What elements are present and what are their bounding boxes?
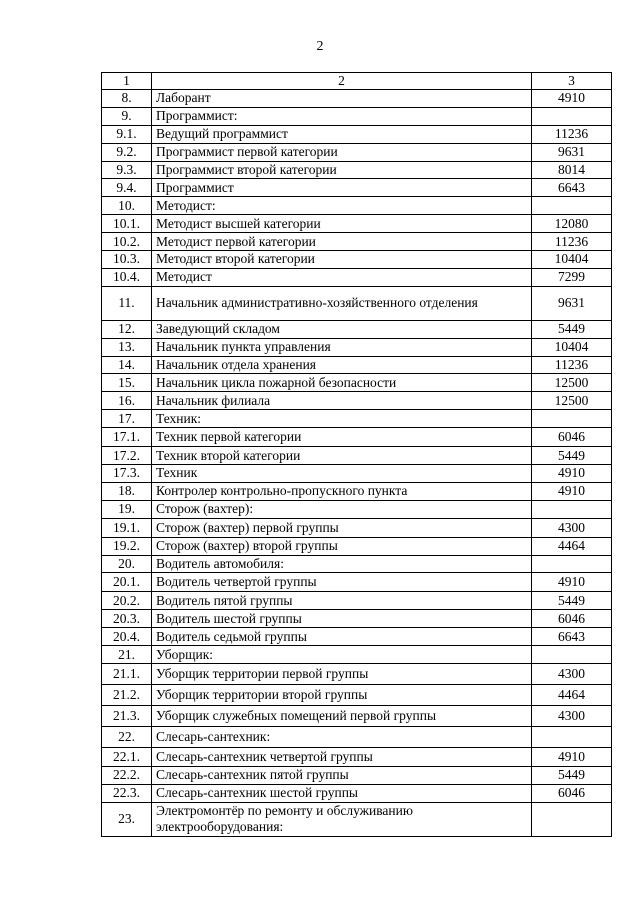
row-position-name: Сторож (вахтер) первой группы (152, 518, 532, 537)
row-salary-value: 4300 (532, 706, 612, 727)
row-salary-value (532, 500, 612, 518)
table-row (102, 268, 612, 286)
table-row (102, 392, 612, 410)
row-salary-value (532, 197, 612, 215)
row-position-name: Начальник цикла пожарной безопасности (152, 374, 532, 392)
table-row (102, 161, 612, 179)
table-body (102, 90, 612, 837)
row-number: 20. (102, 555, 152, 573)
table-row (102, 727, 612, 748)
row-salary-value: 4910 (532, 482, 612, 500)
table-row (102, 706, 612, 727)
row-salary-value: 4910 (532, 748, 612, 767)
row-salary-value: 6643 (532, 179, 612, 197)
table-row (102, 107, 612, 125)
row-position-name: Слесарь-сантехник пятой группы (152, 767, 532, 785)
row-position-name: Электромонтёр по ремонту и обслуживанию электрооборудования: (152, 802, 532, 836)
row-number: 20.1. (102, 573, 152, 592)
row-number: 9.4. (102, 179, 152, 197)
row-number: 21. (102, 646, 152, 664)
row-position-name: Техник второй категории (152, 447, 532, 465)
row-number: 9.2. (102, 143, 152, 161)
row-position-name: Водитель седьмой группы (152, 628, 532, 646)
table-row (102, 125, 612, 143)
row-salary-value: 4300 (532, 518, 612, 537)
row-position-name: Начальник административно-хозяйственного отделения (152, 286, 532, 320)
row-number: 21.1. (102, 664, 152, 685)
table-row (102, 233, 612, 251)
row-salary-value: 12500 (532, 374, 612, 392)
row-position-name: Контролер контрольно-пропускного пункта (152, 482, 532, 500)
table-row (102, 482, 612, 500)
row-number: 10. (102, 197, 152, 215)
row-position-name: Методист высшей категории (152, 215, 532, 233)
row-salary-value: 5449 (532, 320, 612, 338)
table-row (102, 537, 612, 555)
row-salary-value: 11236 (532, 233, 612, 251)
table-row (102, 784, 612, 802)
row-position-name: Водитель автомобиля: (152, 555, 532, 573)
row-number: 20.2. (102, 592, 152, 610)
row-salary-value: 6046 (532, 610, 612, 628)
table-row (102, 555, 612, 573)
page-number: 2 (316, 39, 324, 54)
row-position-name: Начальник филиала (152, 392, 532, 410)
row-position-name: Заведующий складом (152, 320, 532, 338)
row-salary-value: 8014 (532, 161, 612, 179)
table-row (102, 251, 612, 269)
row-position-name: Методист второй категории (152, 251, 532, 269)
row-number: 20.4. (102, 628, 152, 646)
row-position-name: Сторож (вахтер): (152, 500, 532, 518)
table-row (102, 374, 612, 392)
row-position-name: Техник (152, 465, 532, 483)
row-salary-value: 10404 (532, 338, 612, 356)
row-number: 11. (102, 286, 152, 320)
row-position-name: Уборщик: (152, 646, 532, 664)
row-salary-value: 5449 (532, 767, 612, 785)
row-position-name: Слесарь-сантехник четвертой группы (152, 748, 532, 767)
row-position-name: Программист: (152, 107, 532, 125)
row-salary-value: 4464 (532, 537, 612, 555)
row-salary-value: 5449 (532, 447, 612, 465)
row-salary-value: 12500 (532, 392, 612, 410)
row-number: 10.1. (102, 215, 152, 233)
row-salary-value: 9631 (532, 143, 612, 161)
row-salary-value (532, 646, 612, 664)
row-number: 16. (102, 392, 152, 410)
row-salary-value: 11236 (532, 356, 612, 374)
row-salary-value (532, 555, 612, 573)
row-number: 9.1. (102, 125, 152, 143)
row-position-name: Ведущий программист (152, 125, 532, 143)
row-position-name: Техник первой категории (152, 428, 532, 447)
row-number: 17.3. (102, 465, 152, 483)
row-position-name: Водитель шестой группы (152, 610, 532, 628)
row-position-name: Начальник отдела хранения (152, 356, 532, 374)
table-row (102, 592, 612, 610)
row-number: 19.1. (102, 518, 152, 537)
row-number: 12. (102, 320, 152, 338)
row-number: 8. (102, 90, 152, 108)
row-salary-value: 4464 (532, 685, 612, 706)
table-row (102, 646, 612, 664)
row-number: 22. (102, 727, 152, 748)
row-position-name: Методист первой категории (152, 233, 532, 251)
row-number: 23. (102, 802, 152, 836)
table-row (102, 664, 612, 685)
row-position-name: Уборщик служебных помещений первой группы (152, 706, 532, 727)
table-row (102, 179, 612, 197)
row-position-name: Программист первой категории (152, 143, 532, 161)
column-header-value: 3 (532, 73, 612, 90)
row-number: 10.2. (102, 233, 152, 251)
column-header-number: 1 (102, 73, 152, 90)
table-row (102, 428, 612, 447)
row-number: 18. (102, 482, 152, 500)
row-number: 20.3. (102, 610, 152, 628)
table-row (102, 767, 612, 785)
row-position-name: Слесарь-сантехник: (152, 727, 532, 748)
table-row (102, 356, 612, 374)
row-number: 17.1. (102, 428, 152, 447)
row-salary-value: 4910 (532, 90, 612, 108)
row-position-name: Сторож (вахтер) второй группы (152, 537, 532, 555)
row-number: 10.3. (102, 251, 152, 269)
table-row (102, 320, 612, 338)
table-row (102, 500, 612, 518)
row-salary-value: 7299 (532, 268, 612, 286)
table-row (102, 143, 612, 161)
row-position-name: Программист (152, 179, 532, 197)
table-row (102, 447, 612, 465)
row-salary-value: 6046 (532, 428, 612, 447)
row-number: 22.1. (102, 748, 152, 767)
row-salary-value: 6643 (532, 628, 612, 646)
row-salary-value: 4910 (532, 573, 612, 592)
row-number: 19. (102, 500, 152, 518)
table-row (102, 628, 612, 646)
row-position-name: Программист второй категории (152, 161, 532, 179)
row-salary-value (532, 727, 612, 748)
row-number: 15. (102, 374, 152, 392)
row-salary-value: 5449 (532, 592, 612, 610)
row-salary-value (532, 802, 612, 836)
table-row (102, 610, 612, 628)
table-row (102, 465, 612, 483)
row-position-name: Водитель четвертой группы (152, 573, 532, 592)
table-row (102, 518, 612, 537)
row-salary-value: 6046 (532, 784, 612, 802)
table-row (102, 573, 612, 592)
row-position-name: Уборщик территории первой группы (152, 664, 532, 685)
table-row (102, 215, 612, 233)
row-salary-value: 4910 (532, 465, 612, 483)
row-number: 17. (102, 410, 152, 428)
row-number: 21.3. (102, 706, 152, 727)
row-salary-value: 11236 (532, 125, 612, 143)
row-position-name: Начальник пункта управления (152, 338, 532, 356)
column-header-position: 2 (152, 73, 532, 90)
row-number: 14. (102, 356, 152, 374)
row-number: 22.3. (102, 784, 152, 802)
table-row (102, 802, 612, 836)
row-salary-value: 4300 (532, 664, 612, 685)
table-row (102, 338, 612, 356)
row-salary-value (532, 107, 612, 125)
salary-table (101, 72, 612, 837)
header-row (102, 73, 612, 90)
table-row (102, 90, 612, 108)
table-row (102, 197, 612, 215)
row-position-name: Слесарь-сантехник шестой группы (152, 784, 532, 802)
table-row (102, 748, 612, 767)
row-salary-value: 9631 (532, 286, 612, 320)
row-salary-value (532, 410, 612, 428)
row-position-name: Уборщик территории второй группы (152, 685, 532, 706)
row-position-name: Методист: (152, 197, 532, 215)
row-number: 10.4. (102, 268, 152, 286)
row-salary-value: 10404 (532, 251, 612, 269)
row-position-name: Лаборант (152, 90, 532, 108)
row-position-name: Водитель пятой группы (152, 592, 532, 610)
row-number: 22.2. (102, 767, 152, 785)
table-row (102, 410, 612, 428)
table-row (102, 685, 612, 706)
table-header (102, 73, 612, 90)
row-number: 13. (102, 338, 152, 356)
row-position-name: Техник: (152, 410, 532, 428)
row-number: 21.2. (102, 685, 152, 706)
row-number: 9.3. (102, 161, 152, 179)
row-number: 17.2. (102, 447, 152, 465)
row-number: 9. (102, 107, 152, 125)
row-number: 19.2. (102, 537, 152, 555)
row-position-name: Методист (152, 268, 532, 286)
table-row (102, 286, 612, 320)
row-salary-value: 12080 (532, 215, 612, 233)
